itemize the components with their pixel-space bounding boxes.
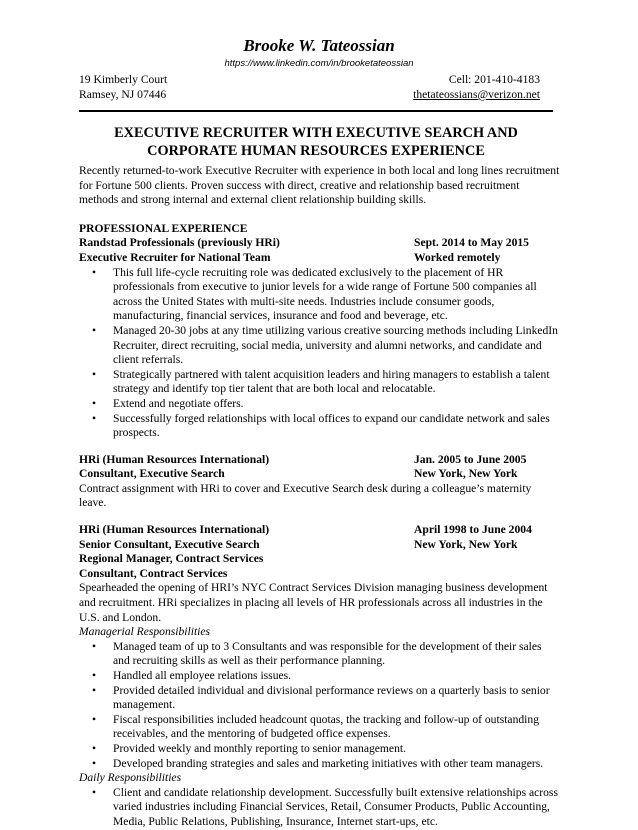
managerial-heading: Managerial Responsibilities (79, 625, 211, 639)
candidate-name: Brooke W. Tateossian (243, 36, 395, 55)
address-line-2: Ramsey, NJ 07446 (79, 88, 167, 101)
job-title-3: Consultant, Contract Services (79, 566, 228, 580)
job-location: New York, New York (414, 467, 518, 481)
job-dates: Sept. 2014 to May 2015 (414, 236, 529, 250)
list-item: • Extend and negotiate offers. (113, 397, 561, 412)
job-note: Contract assignment with HRi to cover and Executive Search desk during a colleague’s maternity leave. (79, 481, 532, 510)
header-divider (79, 110, 553, 112)
list-item: • Managed 20-30 jobs at any time utilizing various creative sourcing methods including LinkedIn Recruiter, direct recruiting, social media, university and alumni networks, and candidate and client referrals. (113, 324, 561, 368)
list-item: • Provided weekly and monthly reporting to senior management. (113, 742, 561, 757)
list-item: • Developed branding strategies and sales and marketing initiatives with other team managers. (113, 757, 561, 772)
resume-headline (79, 124, 553, 160)
managerial-list (79, 640, 561, 771)
list-item: • This full life-cycle recruiting role was dedicated exclusively to the placement of HR professionals from executive to junior levels for a wide range of Fortune 500 companies all across the United States with multi-site needs. Industries include consumer goods, manufacturing, financial services, insurance and food and beverage, etc. (113, 266, 561, 324)
linkedin-url[interactable]: https://www.linkedin.com/in/brooketateossian (224, 58, 414, 69)
job-title: Senior Consultant, Executive Search (79, 537, 260, 551)
contact-block (413, 72, 540, 102)
job-company: Randstad Professionals (previously HRi) (79, 236, 280, 250)
job-title: Consultant, Executive Search (79, 467, 225, 481)
summary-paragraph: Recently returned-to-work Executive Recruiter with experience in both local and long lines recruitment for Fortune 500 clients. Proven success with direct, creative and relationship based recruitment methods and strong internal and external client relationship building skills. (79, 164, 560, 207)
list-item: • Provided detailed individual and divisional performance reviews on a quarterly basis to senior management. (113, 684, 561, 713)
list-item: • Successfully forged relationships with local offices to expand our candidate network and sales prospects. (113, 412, 561, 441)
list-item: • Managed team of up to 3 Consultants and was responsible for the development of their sales and recruiting skills as well as their performance planning. (113, 640, 561, 669)
experience-heading: PROFESSIONAL EXPERIENCE (79, 221, 248, 235)
cell-phone: Cell: 201-410-4183 (448, 73, 540, 86)
job-dates: April 1998 to June 2004 (414, 523, 532, 537)
job-entry (79, 236, 561, 440)
job-company: HRi (Human Resources International) (79, 523, 270, 537)
daily-heading: Daily Responsibilities (79, 771, 182, 785)
headline-line-1: EXECUTIVE RECRUITER WITH EXECUTIVE SEARCH AND (114, 125, 518, 141)
list-item: • Client and candidate relationship development. Successfully built extensive relationships across varied industries including Financial Services, Retail, Consumer Products, Public Accounting, Media, Public Relations, Publishing, Insurance, Internet start-ups, etc. (113, 786, 561, 830)
resume-body (79, 164, 561, 830)
job-title: Executive Recruiter for National Team (79, 250, 271, 264)
list-item: • Handled all employee relations issues. (113, 669, 561, 684)
headline-line-2: CORPORATE HUMAN RESOURCES EXPERIENCE (147, 143, 485, 159)
job-dates: Jan. 2005 to June 2005 (414, 452, 527, 466)
job-description: Spearheaded the opening of HRI’s NYC Contract Services Division managing business development and recruitment. HRi specializes in placing all levels of HR professionals across all industries in the U.S. and London. (79, 581, 548, 624)
job-entry (79, 453, 561, 511)
job-entry (79, 523, 561, 829)
address-block (79, 72, 167, 102)
address-line-1: 19 Kimberly Court (79, 73, 168, 86)
job-location: Worked remotely (414, 250, 501, 264)
job-title-2: Regional Manager, Contract Services (79, 552, 264, 566)
job-company: HRi (Human Resources International) (79, 452, 270, 466)
daily-list (79, 786, 561, 830)
list-item: • Fiscal responsibilities included headcount quotas, the tracking and follow-up of outstanding receivables, and the mentoring of budgeted office expenses. (113, 713, 561, 742)
list-item: • Strategically partnered with talent acquisition leaders and hiring managers to establish a talent strategy and identify top tier talent that are both local and relocatable. (113, 368, 561, 397)
email-link[interactable]: thetateossians@verizon.net (413, 88, 540, 101)
job-bullet-list (79, 266, 561, 441)
job-location: New York, New York (414, 537, 518, 551)
